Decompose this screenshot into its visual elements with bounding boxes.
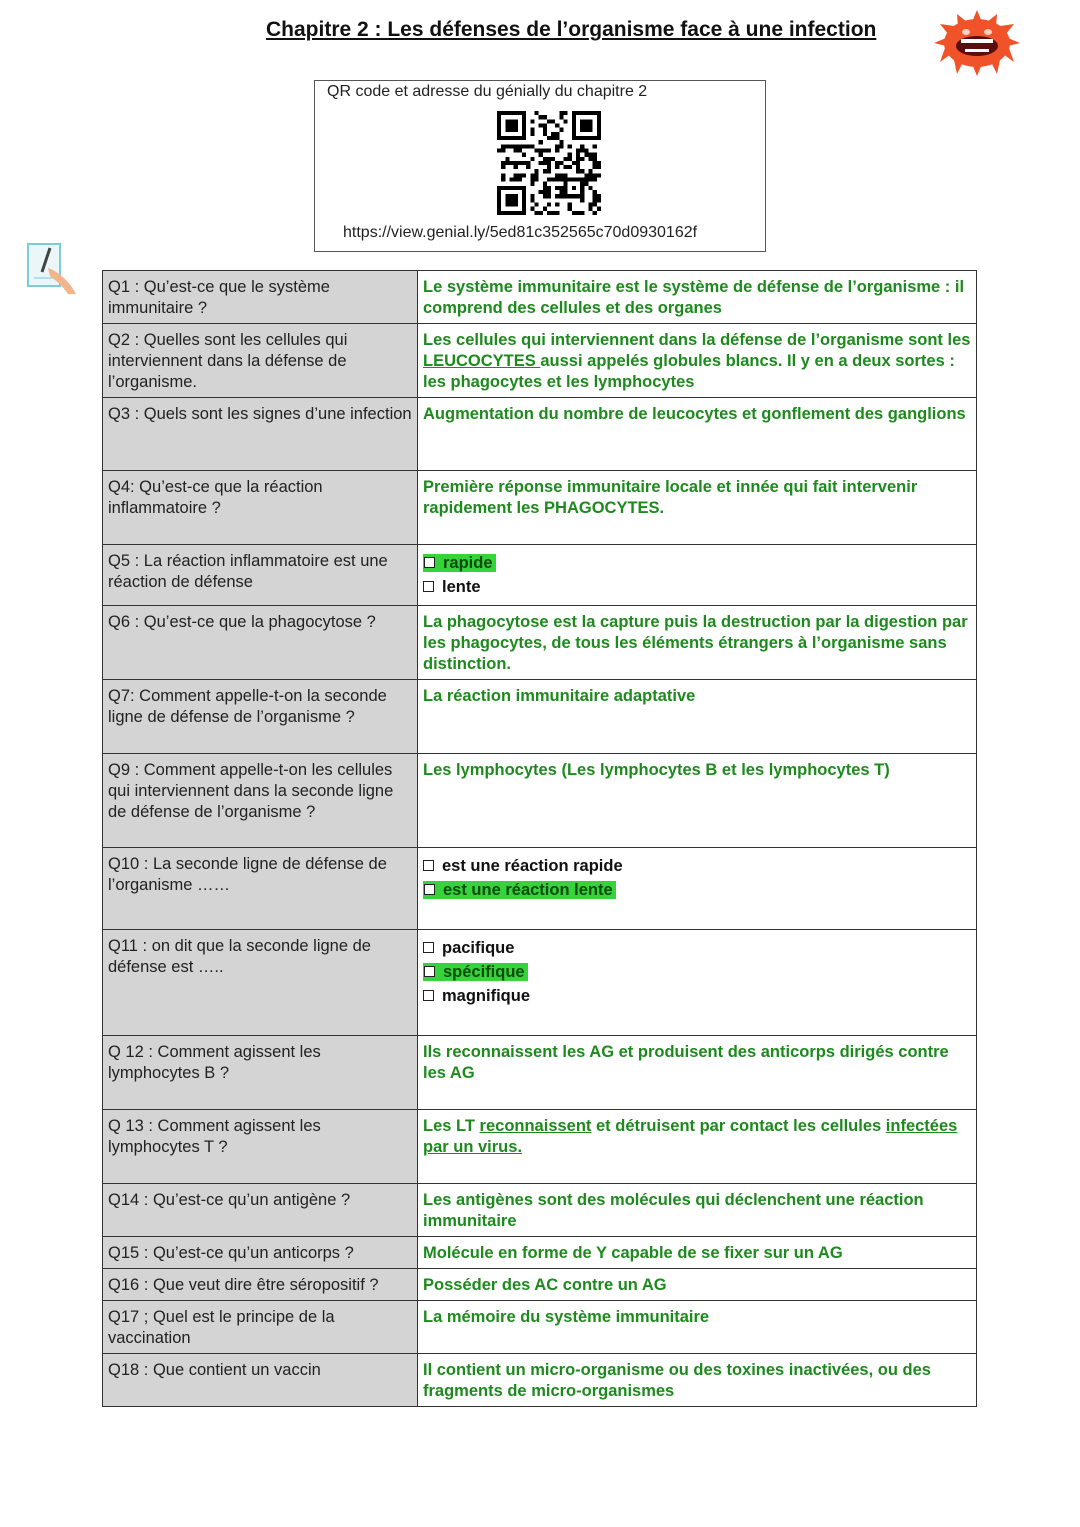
answer-cell: Les antigènes sont des molécules qui déclenchent une réaction immunitaire — [418, 1184, 977, 1237]
answer-text: Les cellules qui interviennent dans la défense de l’organisme sont les — [423, 331, 971, 349]
answer-underlined-text: infectées par un virus. — [423, 1117, 958, 1156]
table-row — [103, 1184, 977, 1237]
answer-underlined-text: reconnaissent — [479, 1117, 592, 1135]
option-label: rapide — [443, 554, 493, 572]
answer-cell: La réaction immunitaire adaptative — [418, 680, 977, 754]
question-cell: Q18 : Que contient un vaccin — [103, 1354, 418, 1407]
question-cell: Q3 : Quels sont les signes d’une infection — [103, 398, 418, 471]
answer-text: Les LT — [423, 1117, 480, 1135]
option-label: est une réaction rapide — [442, 857, 623, 875]
answer-cell: Première réponse immunitaire locale et innée qui fait intervenir rapidement les PHAGOCYTES. — [418, 471, 977, 545]
option-highlight — [423, 963, 528, 981]
answer-cell: Le système immunitaire est le système de défense de l’organisme : il comprend des cellules et des organes — [418, 271, 977, 324]
table-row — [103, 1036, 977, 1110]
table-row — [103, 1269, 977, 1301]
table-row — [103, 271, 977, 324]
table-row — [103, 848, 977, 930]
question-cell: Q9 : Comment appelle-t-on les cellules qui interviennent dans la seconde ligne de défense de l’organisme ? — [103, 754, 418, 848]
answer-cell — [418, 930, 977, 1036]
option-label: pacifique — [442, 939, 515, 957]
option-item[interactable] — [423, 880, 971, 901]
answer-cell — [418, 1110, 977, 1184]
table-row — [103, 1354, 977, 1407]
question-cell: Q6 : Qu’est-ce que la phagocytose ? — [103, 606, 418, 680]
option-item[interactable] — [423, 856, 971, 877]
question-cell: Q16 : Que veut dire être séropositif ? — [103, 1269, 418, 1301]
question-cell: Q7: Comment appelle-t-on la seconde ligne de défense de l’organisme ? — [103, 680, 418, 754]
table-row — [103, 398, 977, 471]
qr-code-icon[interactable] — [497, 111, 601, 215]
answer-cell — [418, 324, 977, 398]
virus-icon — [934, 10, 1020, 76]
table-row — [103, 680, 977, 754]
checkbox-icon[interactable] — [423, 581, 434, 592]
writing-hand-icon — [26, 240, 78, 296]
option-label: magnifique — [442, 987, 531, 1005]
answer-cell: La mémoire du système immunitaire — [418, 1301, 977, 1354]
question-cell: Q17 ; Quel est le principe de la vaccination — [103, 1301, 418, 1354]
answer-cell — [418, 545, 977, 606]
question-cell: Q2 : Quelles sont les cellules qui interviennent dans la défense de l’organisme. — [103, 324, 418, 398]
option-label: spécifique — [443, 963, 525, 981]
checkbox-icon[interactable] — [423, 990, 434, 1001]
option-highlight — [423, 881, 616, 899]
answer-cell: Les lymphocytes (Les lymphocytes B et les lymphocytes T) — [418, 754, 977, 848]
checkbox-icon[interactable] — [423, 860, 434, 871]
option-item[interactable] — [423, 577, 971, 598]
answer-cell: Il contient un micro-organisme ou des toxines inactivées, ou des fragments de micro-organismes — [418, 1354, 977, 1407]
answer-text: aussi appelés globules blancs. Il y en a deux sortes : les phagocytes et les lymphocytes — [423, 352, 955, 391]
answer-cell: Posséder des AC contre un AG — [418, 1269, 977, 1301]
table-row — [103, 545, 977, 606]
table-row — [103, 606, 977, 680]
table-row — [103, 930, 977, 1036]
question-cell: Q10 : La seconde ligne de défense de l’organisme …… — [103, 848, 418, 930]
table-row — [103, 1110, 977, 1184]
question-cell: Q4: Qu’est-ce que la réaction inflammatoire ? — [103, 471, 418, 545]
checkbox-icon[interactable] — [424, 966, 435, 977]
option-label: est une réaction lente — [443, 881, 613, 899]
question-cell: Q14 : Qu’est-ce qu’un antigène ? — [103, 1184, 418, 1237]
checkbox-icon[interactable] — [424, 557, 435, 568]
answer-cell: Ils reconnaissent les AG et produisent des anticorps dirigés contre les AG — [418, 1036, 977, 1110]
table-row — [103, 471, 977, 545]
page-title: Chapitre 2 : Les défenses de l’organisme face à une infection — [266, 18, 877, 41]
option-item[interactable] — [423, 986, 971, 1007]
question-cell: Q15 : Qu’est-ce qu’un anticorps ? — [103, 1237, 418, 1269]
option-highlight — [423, 554, 496, 572]
table-row — [103, 1301, 977, 1354]
answer-cell: Molécule en forme de Y capable de se fixer sur un AG — [418, 1237, 977, 1269]
qr-url-link[interactable]: https://view.genial.ly/5ed81c352565c70d0930162f — [343, 224, 698, 241]
table-row — [103, 754, 977, 848]
question-cell: Q 12 : Comment agissent les lymphocytes B ? — [103, 1036, 418, 1110]
checkbox-icon[interactable] — [424, 884, 435, 895]
question-cell: Q1 : Qu’est-ce que le système immunitaire ? — [103, 271, 418, 324]
answer-text: et détruisent par contact les cellules — [591, 1117, 886, 1135]
question-cell: Q11 : on dit que la seconde ligne de défense est ….. — [103, 930, 418, 1036]
option-item[interactable] — [423, 553, 971, 574]
answer-underlined-text: LEUCOCYTES — [423, 352, 541, 370]
option-item[interactable] — [423, 962, 971, 983]
question-cell: Q5 : La réaction inflammatoire est une réaction de défense — [103, 545, 418, 606]
checkbox-icon[interactable] — [423, 942, 434, 953]
answer-cell — [418, 848, 977, 930]
qa-table — [102, 270, 977, 1407]
table-row — [103, 324, 977, 398]
qr-box — [314, 80, 766, 252]
option-item[interactable] — [423, 938, 971, 959]
answer-cell: Augmentation du nombre de leucocytes et gonflement des ganglions — [418, 398, 977, 471]
table-row — [103, 1237, 977, 1269]
option-label: lente — [442, 578, 481, 596]
qr-label: QR code et adresse du génially du chapitre 2 — [327, 83, 648, 100]
question-cell: Q 13 : Comment agissent les lymphocytes T ? — [103, 1110, 418, 1184]
answer-cell: La phagocytose est la capture puis la destruction par la digestion par les phagocytes, de tous les éléments étrangers à l’organisme sans distinction. — [418, 606, 977, 680]
